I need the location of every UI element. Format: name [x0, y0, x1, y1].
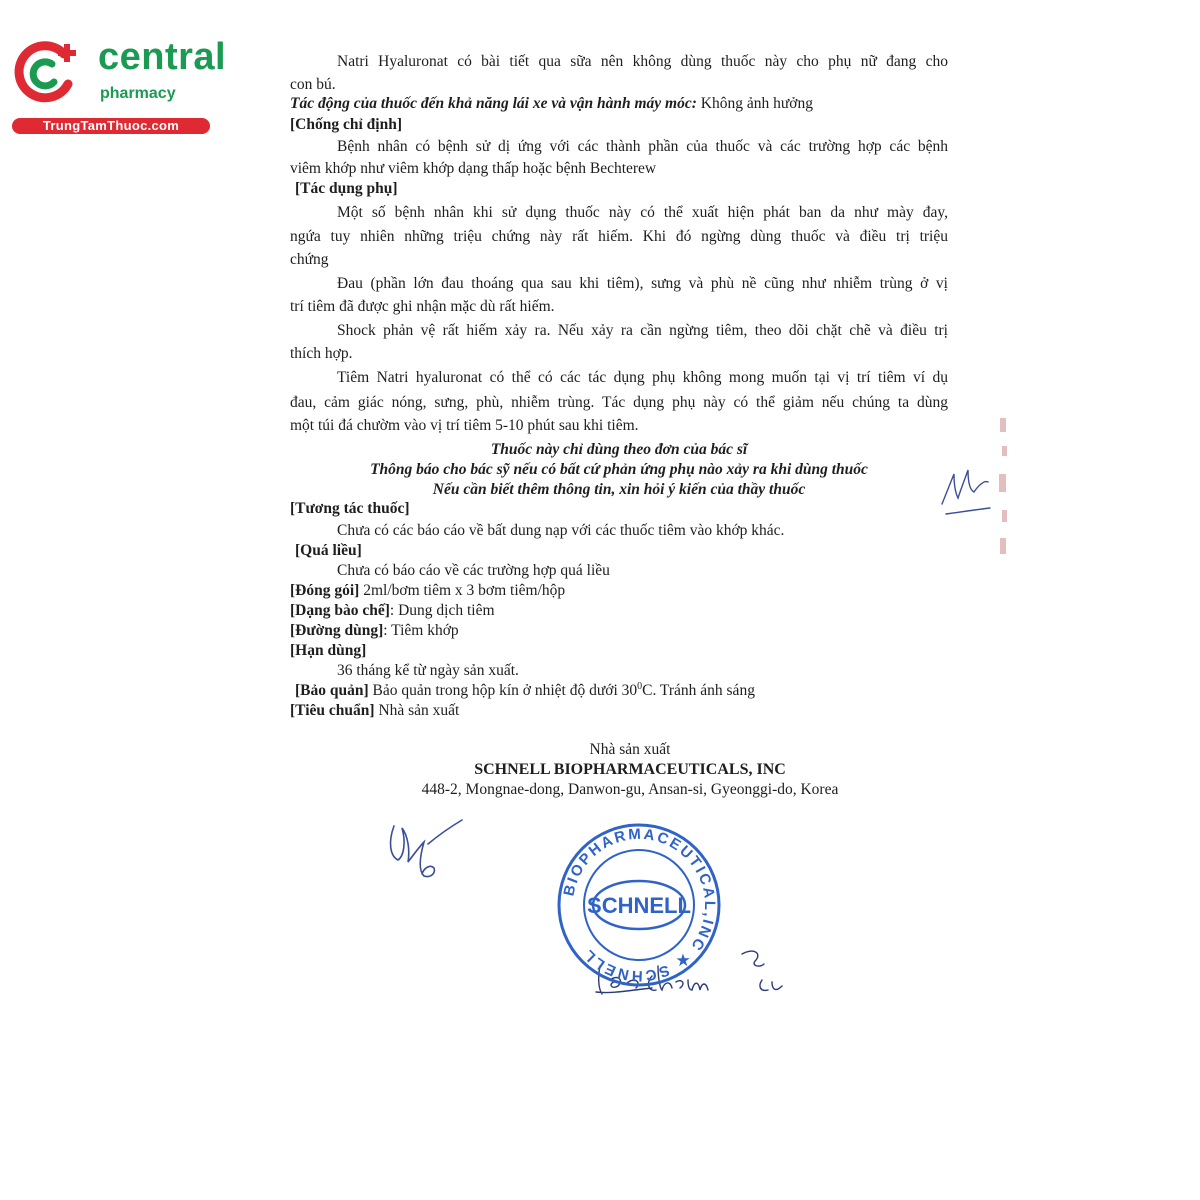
- manufacturer-address: 448-2, Mongnae-dong, Danwon-gu, Ansan-si, Gyeonggi-do, Korea: [421, 781, 839, 798]
- seal-center-text: SCHNELL: [587, 893, 691, 918]
- warning-line: Nếu cần biết thêm thông tin, xin hỏi ý kiến của thầy thuốc: [432, 481, 806, 498]
- storage-line: [295, 681, 755, 701]
- text-line: Bệnh nhân có bệnh sử dị ứng với các thành phần của thuốc và các trường hợp các bệnh: [337, 138, 948, 155]
- driving-effect-line: [290, 94, 813, 114]
- text-line: 36 tháng kể từ ngày sản xuất.: [337, 662, 519, 679]
- text-line: viêm khớp như viêm khớp dạng thấp hoặc bệnh Bechterew: [290, 160, 657, 177]
- heading-overdose: [Quá liều]: [295, 542, 362, 559]
- text-line: Đau (phần lớn đau thoáng qua sau khi tiêm), sưng và phù nề cũng như nhiễm trùng ở vị: [337, 275, 948, 292]
- route-value: : Tiêm khớp: [383, 622, 459, 639]
- route-line: [290, 621, 459, 641]
- manufacturer-title: Nhà sản xuất: [589, 741, 671, 758]
- heading-interactions: [Tương tác thuốc]: [290, 500, 410, 517]
- storage-tail: C. Tránh ánh sáng: [642, 682, 755, 699]
- heading-expiry: [Hạn dùng]: [290, 642, 367, 659]
- company-seal-stamp: [556, 822, 722, 988]
- central-pharmacy-logo-icon: [12, 40, 82, 106]
- text-line: Chưa có các báo cáo về bất dung nạp với các thuốc tiêm vào khớp khác.: [337, 522, 785, 539]
- standard-value: Nhà sản xuất: [374, 702, 460, 719]
- text-line: Chưa có báo cáo về các trường hợp quá liều: [337, 562, 610, 579]
- text-line: ngứa tuy nhiên những triệu chứng này rất hiếm. Khi đó ngừng dùng thuốc và điều trị triệu: [290, 228, 948, 245]
- dosage-form-line: [290, 601, 495, 621]
- warning-line: Thông báo cho bác sỹ nếu có bất cứ phản ứng phụ nào xảy ra khi dùng thuốc: [370, 461, 868, 478]
- logo-url-badge: TrungTamThuoc.com: [12, 118, 210, 134]
- dosage-form-value: : Dung dịch tiêm: [389, 602, 495, 619]
- degree-superscript: 0: [637, 680, 643, 692]
- storage-value: Bảo quản trong hộp kín ở nhiệt độ dưới 30: [368, 682, 638, 699]
- text-line: trí tiêm đã được ghi nhận mặc dù rất hiếm.: [290, 298, 555, 315]
- text-line: một túi đá chườm vào vị trí tiêm 5-10 phút sau khi tiêm.: [290, 417, 639, 434]
- text-line: con bú.: [290, 76, 336, 93]
- warning-line: Thuốc này chỉ dùng theo đơn của bác sĩ: [490, 441, 748, 458]
- heading-side-effects: [Tác dụng phụ]: [295, 180, 398, 197]
- packaging-label: [Đóng gói]: [290, 582, 360, 599]
- driving-effect-value: Không ảnh hưởng: [696, 95, 813, 112]
- side-stamp-fragment-icon: [990, 410, 1020, 570]
- heading-contraindications: [Chống chỉ định]: [290, 116, 402, 133]
- pharmacy-logo: [12, 36, 227, 136]
- manufacturer-name: SCHNELL BIOPHARMACEUTICALS, INC: [474, 761, 786, 778]
- dosage-form-label: [Dạng bào chế]: [290, 602, 390, 619]
- standard-line: [290, 701, 459, 721]
- text-line: thích hợp.: [290, 345, 353, 362]
- driving-effect-label: Tác động của thuốc đến khả năng lái xe và vận hành máy móc:: [290, 95, 697, 112]
- text-line: Shock phản vệ rất hiếm xảy ra. Nếu xảy ra cần ngừng tiêm, theo dõi chặt chẽ và điều trị: [337, 322, 948, 339]
- seal-ring-text: BIOPHARMACEUTICAL,INC ★ SCHNELL: [560, 825, 719, 985]
- packaging-line: [290, 581, 565, 601]
- text-line: Tiêm Natri hyaluronat có thể có các tác dụng phụ không mong muốn tại vị trí tiêm ví dụ: [337, 369, 948, 386]
- route-label: [Đường dùng]: [290, 622, 384, 639]
- text-line: đau, cảm giác nóng, sưng, phù, nhiễm trùng. Tác dụng phụ này có thể giảm nếu chúng ta dùng: [290, 394, 948, 411]
- logo-sub-text: pharmacy: [100, 85, 176, 102]
- packaging-value: 2ml/bơm tiêm x 3 bơm tiêm/hộp: [359, 582, 566, 599]
- initials-mark-icon: [936, 460, 996, 520]
- text-line: Natri Hyaluronat có bài tiết qua sữa nên không dùng thuốc này cho phụ nữ đang cho: [337, 53, 948, 70]
- logo-brand-text: central: [98, 36, 227, 78]
- standard-label: [Tiêu chuẩn]: [290, 702, 375, 719]
- text-line: Một số bệnh nhân khi sử dụng thuốc này có thể xuất hiện phát ban da như mày đay,: [337, 204, 948, 221]
- storage-label: [Bảo quản]: [295, 682, 369, 699]
- signature-left-icon: [384, 816, 468, 888]
- text-line: chứng: [290, 251, 329, 268]
